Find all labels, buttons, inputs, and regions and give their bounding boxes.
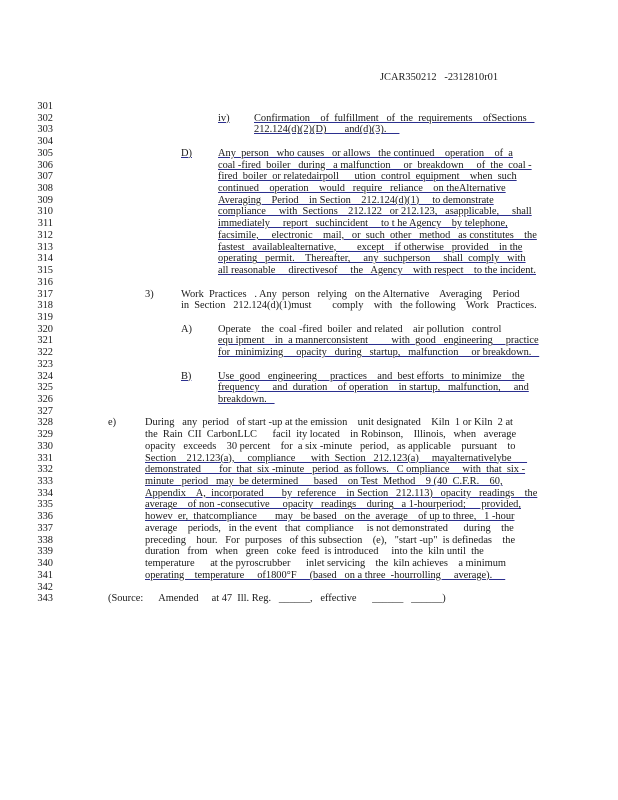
document-line xyxy=(0,582,618,594)
document-line xyxy=(0,124,618,136)
line-text: B) xyxy=(181,370,192,382)
line-number: 337 xyxy=(37,522,53,534)
line-number: 309 xyxy=(37,194,53,206)
line-text: Section 212.123(a), compliance with Section 212.123(a) mayalternativelybe xyxy=(145,452,528,464)
line-number: 312 xyxy=(37,229,53,241)
line-text: (Source: Amended at 47 Ill. Reg. ______, effective ______ ______) xyxy=(108,593,446,605)
line-text: Work Practices . Any person relying on the Alternative Averaging Period xyxy=(181,288,520,300)
line-text: the Rain CII CarbonLLC facil ity located in Robinson, Illinois, when average xyxy=(145,429,517,441)
document-line xyxy=(0,523,618,535)
line-text: immediately report suchincident to t he Agency by telephone, xyxy=(218,218,508,230)
line-number: 335 xyxy=(37,499,53,511)
line-number: 341 xyxy=(37,569,53,581)
document-line xyxy=(0,476,618,488)
line-number: 304 xyxy=(37,136,53,148)
line-text: operating temperature of1800°F (based on a three -hourrolling average). xyxy=(145,569,506,581)
line-text: duration from when green coke feed is introduced into the kiln until the xyxy=(145,546,484,558)
line-text: Averaging Period in Section 212.124(d)(1) to demonstrate xyxy=(218,194,494,206)
line-number: 319 xyxy=(37,311,53,323)
line-number: 338 xyxy=(37,534,53,546)
document-line xyxy=(0,113,618,125)
line-text: Operate the coal -fired boiler and related air pollution control xyxy=(218,323,502,335)
document-line xyxy=(0,242,618,254)
line-number: 308 xyxy=(37,183,53,195)
line-number: 311 xyxy=(37,218,53,230)
document-line xyxy=(0,230,618,242)
line-text: compliance with Sections 212.122 or 212.123, asapplicable, shall xyxy=(218,206,532,218)
document-line xyxy=(0,464,618,476)
document-line xyxy=(0,546,618,558)
line-text: During any period of start -up at the emission unit designated Kiln 1 or Kiln 2 at xyxy=(145,417,513,429)
document-line xyxy=(0,394,618,406)
line-number: 314 xyxy=(37,253,53,265)
line-number: 340 xyxy=(37,558,53,570)
line-text: preceding hour. For purposes of this subsection (e), "start -up" is definedas the xyxy=(145,534,516,546)
line-text: in Section 212.124(d)(1)must comply with the following Work Practices. xyxy=(181,300,537,312)
line-text: e) xyxy=(108,417,117,429)
line-text: howev er, thatcompliance may be based on the average of up to three, 1 -hour xyxy=(145,511,515,523)
line-number: 330 xyxy=(37,440,53,452)
line-number: 305 xyxy=(37,147,53,159)
line-number: 332 xyxy=(37,464,53,476)
line-number: 320 xyxy=(37,323,53,335)
line-number: 301 xyxy=(37,101,53,112)
document-line xyxy=(0,312,618,324)
line-text: for minimizing opacity during startup, malfunction or breakdown. xyxy=(218,347,540,359)
line-number: 307 xyxy=(37,171,53,183)
line-text: 212.124(d)(2)(D) and(d)(3). xyxy=(254,124,400,136)
line-number: 334 xyxy=(37,487,53,499)
document-line xyxy=(0,148,618,160)
line-text: all reasonable directivesof the Agency with respect to the incident. xyxy=(218,265,536,277)
line-number: 324 xyxy=(37,370,53,382)
line-text: 3) xyxy=(145,288,154,300)
document-line xyxy=(0,136,618,148)
document-line xyxy=(0,558,618,570)
line-text: A) xyxy=(181,323,192,335)
line-number: 303 xyxy=(37,124,53,136)
line-number: 316 xyxy=(37,276,53,288)
line-text: minute period may be determined based on Test Method 9 (40 C.F.R. 60, xyxy=(145,476,503,488)
document-line xyxy=(0,183,618,195)
line-number: 323 xyxy=(37,358,53,370)
document-line xyxy=(0,289,618,301)
document-line xyxy=(0,535,618,547)
document-line xyxy=(0,195,618,207)
line-text: temperature at the pyroscrubber inlet servicing the kiln achieves a minimum xyxy=(145,558,506,570)
line-number: 331 xyxy=(37,452,53,464)
line-number: 313 xyxy=(37,241,53,253)
line-number: 343 xyxy=(37,593,53,605)
line-text: iv) xyxy=(218,112,230,124)
document-line xyxy=(0,265,618,277)
document-line xyxy=(0,206,618,218)
line-number: 318 xyxy=(37,300,53,312)
document-line xyxy=(0,429,618,441)
line-number: 321 xyxy=(37,335,53,347)
document-line xyxy=(0,253,618,265)
document-line xyxy=(0,488,618,500)
line-number: 329 xyxy=(37,429,53,441)
line-number: 326 xyxy=(37,394,53,405)
line-text: facsimile, electronic mail, or such other method as constitutes the xyxy=(218,229,537,241)
line-number: 322 xyxy=(37,347,53,359)
line-number: 336 xyxy=(37,511,53,523)
document-line xyxy=(0,300,618,312)
line-number: 317 xyxy=(37,288,53,300)
line-number: 310 xyxy=(37,206,53,218)
document-line xyxy=(0,335,618,347)
document-line xyxy=(0,277,618,289)
document-line xyxy=(0,371,618,383)
line-number: 315 xyxy=(37,265,53,277)
document-line xyxy=(0,382,618,394)
document-header: JCAR350212 -2312810r01 xyxy=(380,72,499,83)
document-line xyxy=(0,417,618,429)
line-number: 333 xyxy=(37,476,53,488)
document-line xyxy=(0,347,618,359)
document-line xyxy=(0,171,618,183)
line-text: coal -fired boiler during a malfunction or breakdown of the coal - xyxy=(218,159,532,171)
line-text: average of non -consecutive opacity readings during a 1-hourperiod; provided, xyxy=(145,499,521,511)
document-line xyxy=(0,324,618,336)
line-number: 342 xyxy=(37,581,53,593)
line-text: fired boiler or relatedairpoll ution control equipment when such xyxy=(218,171,517,183)
line-text: average periods, in the event that compliance is not demonstrated during the xyxy=(145,522,514,534)
document-line xyxy=(0,499,618,511)
document-line xyxy=(0,359,618,371)
document-line xyxy=(0,160,618,172)
document-line xyxy=(0,101,618,113)
line-text: opacity exceeds 30 percent for a six -minute period, as applicable pursuant to xyxy=(145,440,516,452)
line-text: continued operation would require reliance on theAlternative xyxy=(218,183,506,195)
line-number: 325 xyxy=(37,382,53,394)
line-text: Appendix A, incorporated by reference in Section 212.113) opacity readings the xyxy=(145,487,538,499)
line-number: 328 xyxy=(37,417,53,429)
line-text: operating permit. Thereafter, any suchperson shall comply with xyxy=(218,253,526,265)
line-text: equ ipment in a mannerconsistent with good engineering practice xyxy=(218,335,539,347)
line-text: D) xyxy=(181,147,192,159)
line-number: 302 xyxy=(37,112,53,124)
line-text: frequency and duration of operation in startup, malfunction, and xyxy=(218,382,529,394)
document-line xyxy=(0,511,618,523)
line-number: 327 xyxy=(37,405,53,417)
document-line xyxy=(0,218,618,230)
line-number: 339 xyxy=(37,546,53,558)
line-text: Use good engineering practices and best efforts to minimize the xyxy=(218,370,525,382)
document-line xyxy=(0,570,618,582)
line-number: 306 xyxy=(37,159,53,171)
line-text: demonstrated for that six -minute period as follows. C ompliance with that six - xyxy=(145,464,526,476)
document-line xyxy=(0,441,618,453)
document-line xyxy=(0,593,618,605)
line-text: breakdown. xyxy=(218,394,275,405)
document-line xyxy=(0,406,618,418)
document-line xyxy=(0,453,618,465)
line-text: Confirmation of fulfillment of the requirements ofSections xyxy=(254,112,535,124)
line-text: fastest availablealternative, except if otherwise provided in the xyxy=(218,241,523,253)
line-text: Any person who causes or allows the continued operation of a xyxy=(218,147,513,159)
